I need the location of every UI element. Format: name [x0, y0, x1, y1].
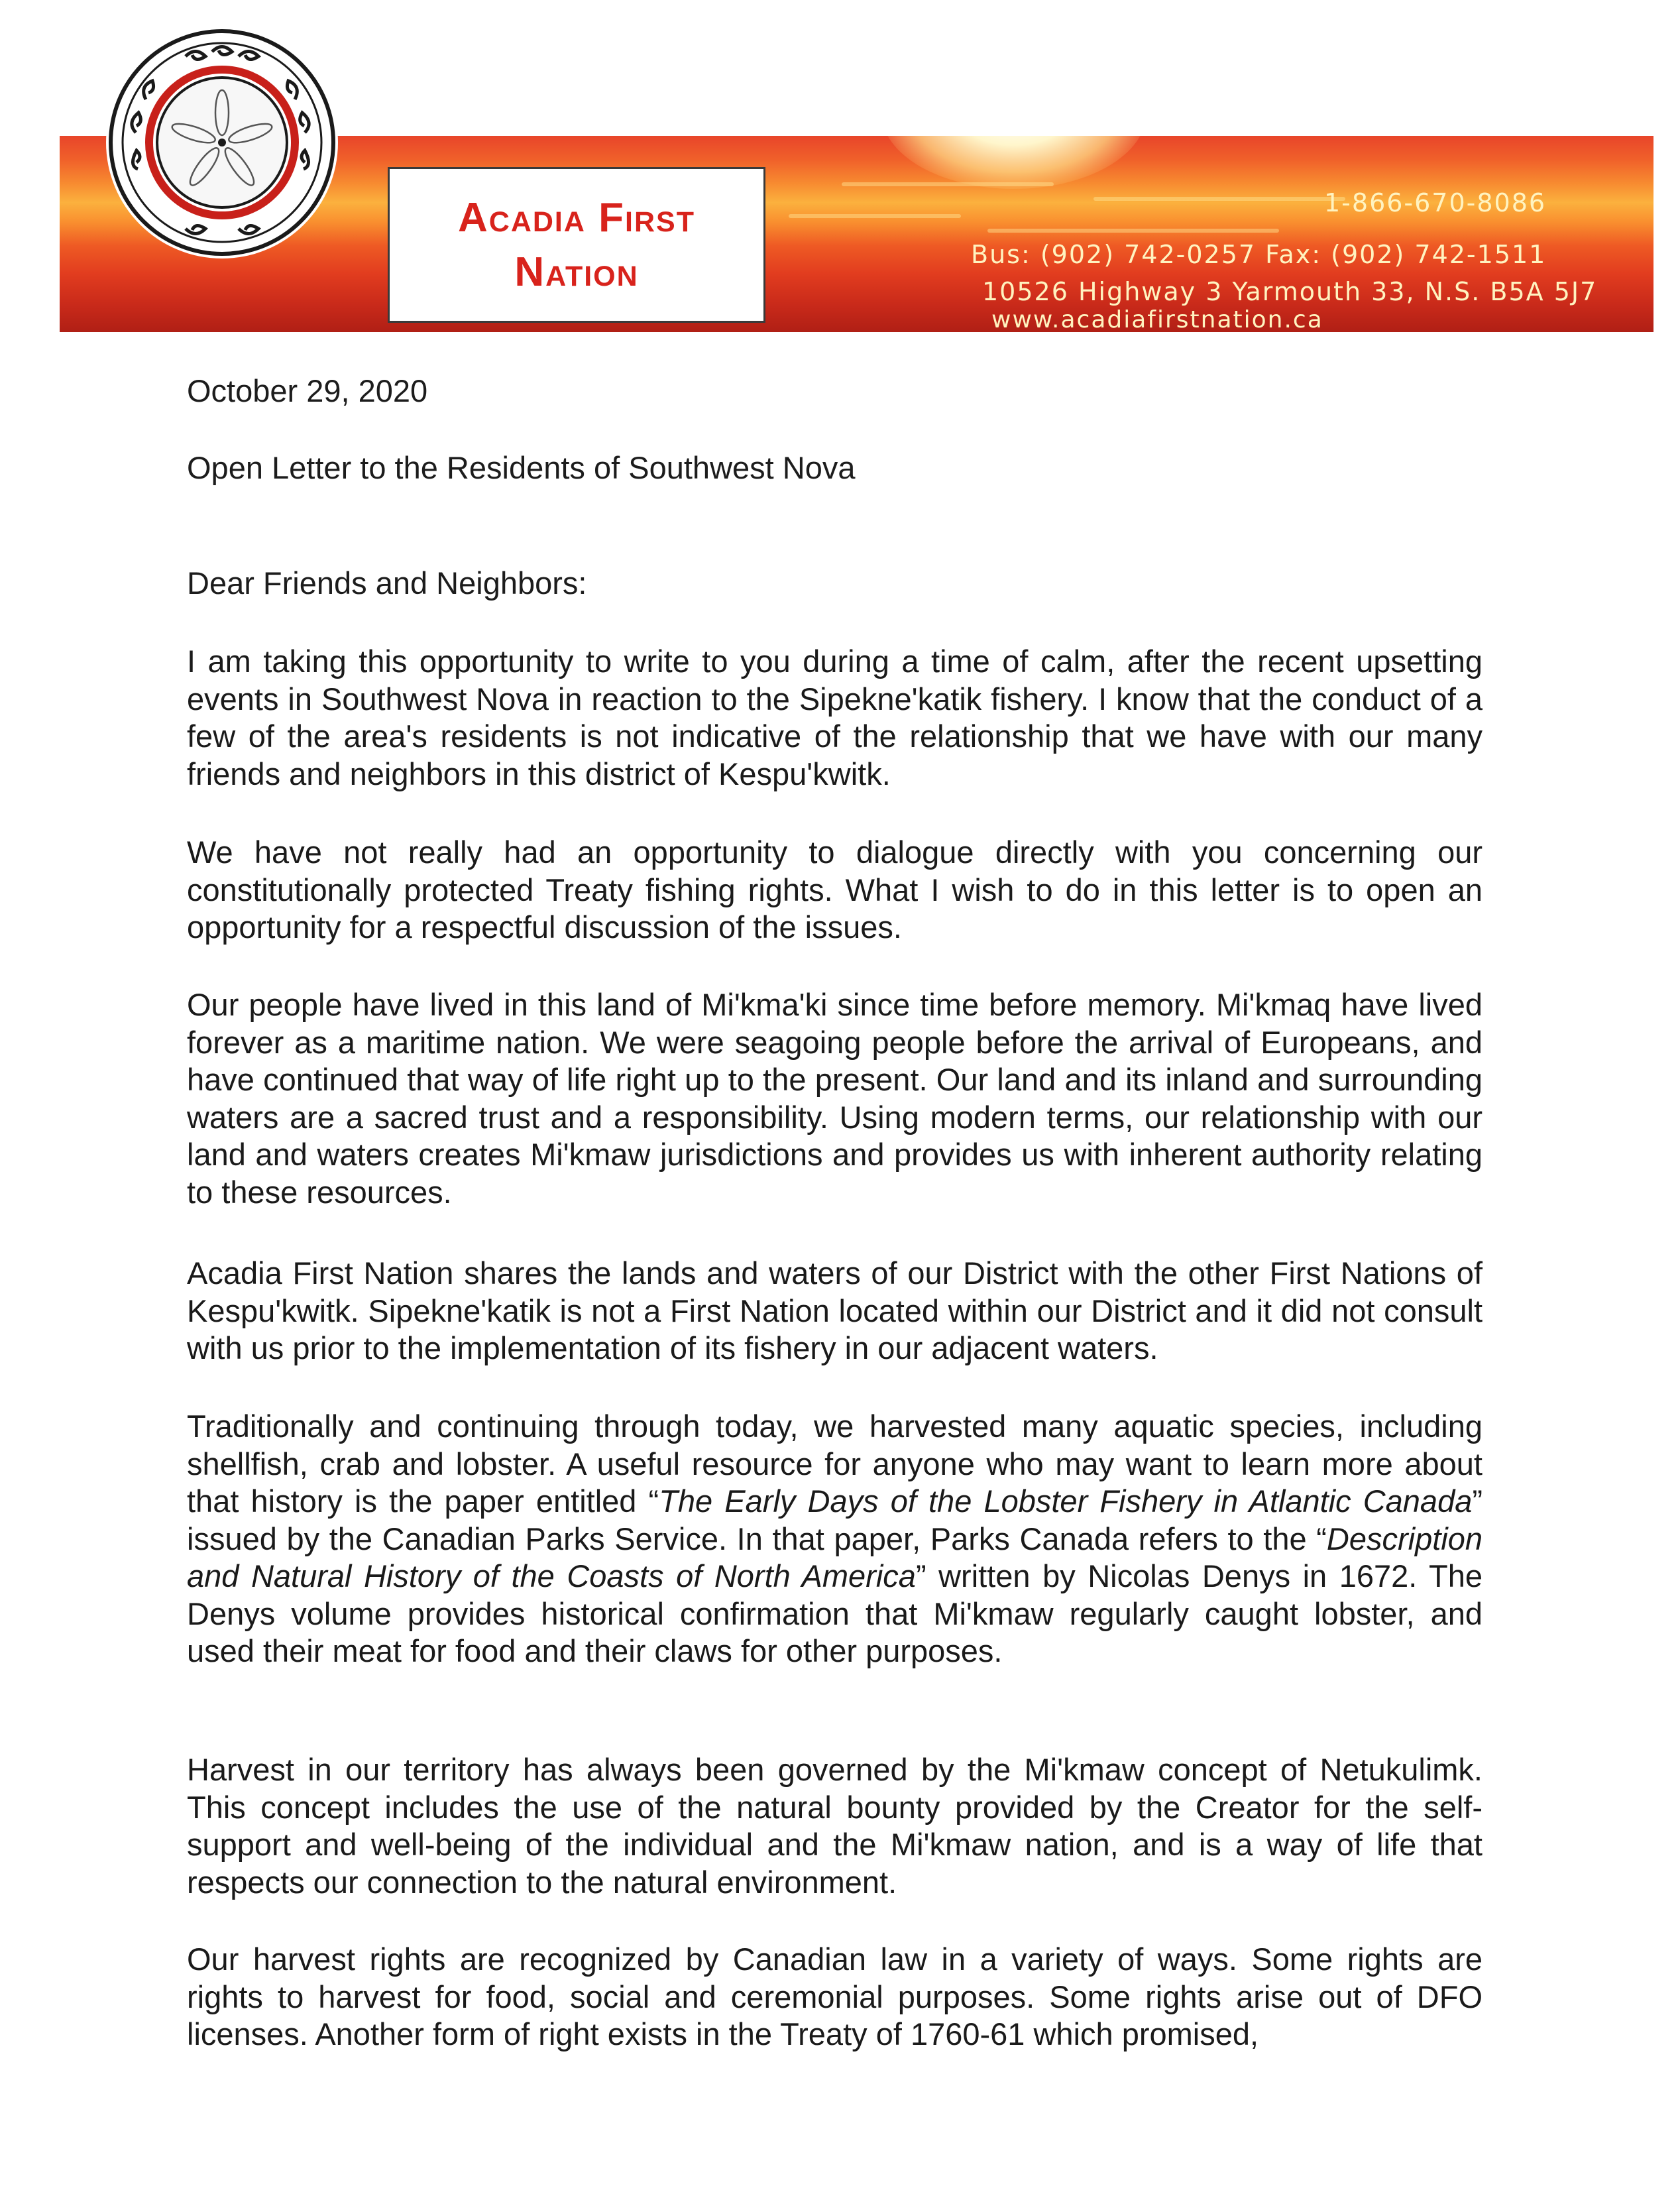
- sand-dollar-icon: [106, 27, 338, 259]
- letter-title: Open Letter to the Residents of Southwest Nova: [187, 450, 856, 485]
- paragraph-1: I am taking this opportunity to write to you during a time of calm, after the recent upsetting events in Southwest Nova in reaction to the Sipekne'katik fishery. I know that the conduct of a few of the area's residents is not indicative of the relationship that we have with our many friends and neighbors in this district of Kespu'kwitk.: [187, 644, 1483, 791]
- cloud-streak: [842, 182, 1054, 186]
- cloud-streak: [789, 214, 961, 218]
- sun-graphic: [881, 136, 1147, 189]
- nation-name-line2: Nation: [514, 249, 639, 295]
- nation-name-box: [388, 167, 765, 323]
- salutation: Dear Friends and Neighbors:: [187, 565, 587, 601]
- history-text-3: ” written by Nicolas Denys in 1672. The Denys volume provides historical confirmation that Mi'kmaw regularly caught lobster, and used their meat for food and their claws for other purposes.: [187, 1558, 1483, 1668]
- history-text-2: ” issued by the Canadian Parks Service. In that paper, Parks Canada refers to the “: [187, 1483, 1483, 1556]
- nation-name-line1: Acadia First: [458, 194, 695, 241]
- phone-fax: Bus: (902) 742-0257 Fax: (902) 742-1511: [971, 240, 1547, 269]
- history-text-1: Traditionally and continuing through today, we harvested many aquatic species, including shellfish, crab and lobster. A useful resource for anyone who may want to learn more about that history is the paper entitled “: [187, 1409, 1483, 1519]
- website-link[interactable]: www.acadiafirstnation.ca: [991, 306, 1323, 333]
- letter-date: October 29, 2020: [187, 373, 428, 408]
- cloud-streak: [1093, 197, 1345, 201]
- postal-address: 10526 Highway 3 Yarmouth 33, N.S. B5A 5J7: [982, 277, 1598, 306]
- lobster-paper-title: The Early Days of the Lobster Fishery in Atlantic Canada: [659, 1483, 1473, 1519]
- acadia-logo-seal: [106, 27, 338, 259]
- paragraph-4: Acadia First Nation shares the lands and waters of our District with the other First Nations of Kespu'kwitk. Sipekne'katik is not a First Nation located within our District and it did not consult with us prior to the implementation of its fishery in our adjacent waters.: [187, 1255, 1483, 1365]
- paragraph-2: We have not really had an opportunity to dialogue directly with you concerning our constitutionally protected Treaty fishing rights. What I wish to do in this letter is to open an opportunity for a respectful discussion of the issues.: [187, 835, 1483, 945]
- paragraph-7: Our harvest rights are recognized by Canadian law in a variety of ways. Some rights are rights to harvest for food, social and ceremonial purposes. Some rights arise out of DFO licenses. Another form of right exists in the Treaty of 1760-61 which promised,: [187, 1941, 1483, 2052]
- paragraph-5: [187, 1408, 1483, 1670]
- paragraph-6: Harvest in our territory has always been governed by the Mi'kmaw concept of Netukulimk. This concept includes the use of the natural bounty provided by the Creator for the self-support and well-being of the individual and the Mi'kmaw nation, and is a way of life that respects our connection to the natural environment.: [187, 1752, 1483, 1900]
- paragraph-3: Our people have lived in this land of Mi'kma'ki since time before memory. Mi'kmaq have lived forever as a maritime nation. We were seagoing people before the arrival of Europeans, and have continued that way of life right up to the present. Our land and its inland and surrounding waters are a sacred trust and a responsibility. Using modern terms, our relationship with our land and waters creates Mi'kmaw jurisdictions and provides us with inherent authority relating to these resources.: [187, 987, 1483, 1210]
- cloud-streak: [987, 229, 1279, 233]
- denys-book-title: Description and Natural History of the Coasts of North America: [187, 1521, 1483, 1593]
- toll-free-number: 1-866-670-8086: [1324, 188, 1547, 217]
